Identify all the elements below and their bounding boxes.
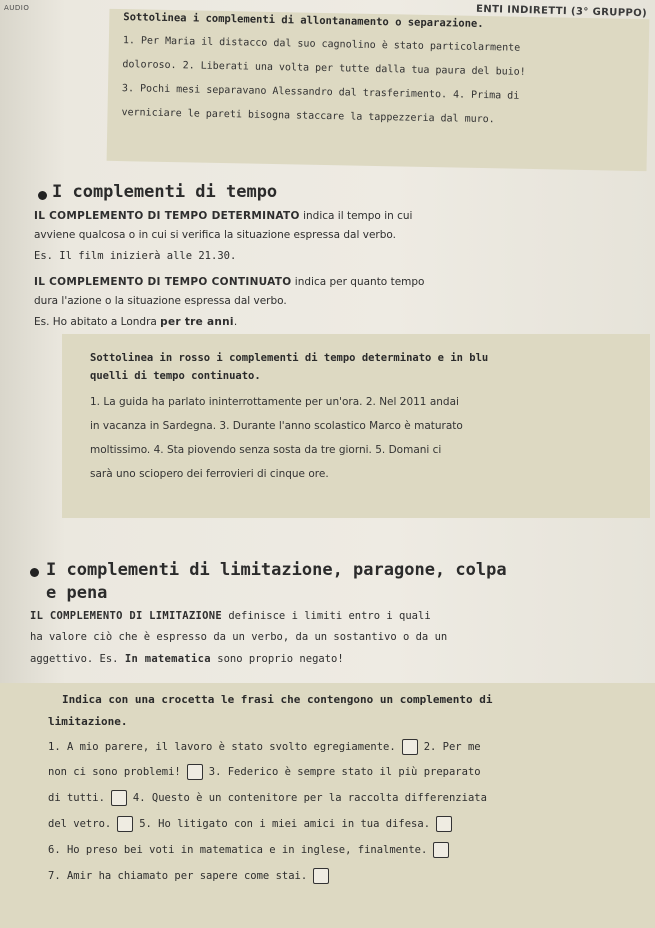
section-title-limitazione-cont: e pena bbox=[46, 583, 108, 603]
answer-checkbox[interactable] bbox=[436, 816, 452, 832]
exercise-line: moltissimo. 4. Sta piovendo senza sosta da tre giorni. 5. Domani ci bbox=[90, 444, 442, 456]
definition-limitazione: IL COMPLEMENTO DI LIMITAZIONE definisce i limiti entro i quali bbox=[30, 610, 431, 622]
definition-tempo-determinato: IL COMPLEMENTO DI TEMPO DETERMINATO indica il tempo in cui bbox=[34, 210, 413, 222]
definition-line: ha valore ciò che è espresso da un verbo, da un sostantivo o da un bbox=[30, 631, 448, 643]
answer-checkbox[interactable] bbox=[433, 842, 449, 858]
bullet-icon bbox=[38, 191, 47, 200]
page-header: ENTI INDIRETTI (3° GRUPPO) bbox=[475, 3, 648, 20]
example-text: Es. Ho abitato a Londra per tre anni. bbox=[34, 316, 238, 328]
exercise-line: del vetro. 5. Ho litigato con i miei amici in tua difesa. bbox=[48, 816, 458, 832]
exercise-line: doloroso. 2. Liberati una volta per tutte dalla tua paura del buio! bbox=[122, 59, 526, 78]
exercise-instruction: Sottolinea in rosso i complementi di tempo determinato e in blu bbox=[90, 352, 489, 364]
bullet-icon bbox=[30, 568, 39, 577]
definition-example: aggettivo. Es. In matematica sono proprio negato! bbox=[30, 653, 344, 665]
example-text: Es. Il film inizierà alle 21.30. bbox=[34, 250, 237, 262]
exercise-line: di tutti. 4. Questo è un contenitore per la raccolta differenziata bbox=[48, 792, 487, 804]
exercise-instruction: Sottolinea i complementi di allontanamento o separazione. bbox=[123, 11, 484, 31]
section-title-tempo: I complementi di tempo bbox=[52, 182, 278, 202]
exercise-limitazione-box bbox=[0, 683, 655, 928]
answer-checkbox[interactable] bbox=[117, 816, 133, 832]
exercise-line: verniciare le pareti bisogna staccare la tappezzeria dal muro. bbox=[121, 107, 495, 126]
exercise-line: sarà uno sciopero dei ferrovieri di cinque ore. bbox=[90, 468, 329, 480]
exercise-line: 3. Pochi mesi separavano Alessandro dal trasferimento. 4. Prima di bbox=[121, 83, 520, 102]
definition-tempo-continuato: IL COMPLEMENTO DI TEMPO CONTINUATO indica per quanto tempo bbox=[34, 276, 425, 288]
term-limitazione: IL COMPLEMENTO DI LIMITAZIONE bbox=[30, 610, 223, 622]
exercise-line: 1. A mio parere, il lavoro è stato svolto egregiamente. 2. Per me bbox=[48, 741, 481, 753]
audio-label: AUDIO bbox=[4, 4, 30, 12]
exercise-instruction: quelli di tempo continuato. bbox=[90, 370, 261, 382]
section-title-limitazione: I complementi di limitazione, paragone, colpa bbox=[46, 560, 507, 580]
definition-line: dura l'azione o la situazione espressa dal verbo. bbox=[34, 295, 287, 307]
answer-checkbox[interactable] bbox=[187, 764, 203, 780]
exercise-line: non ci sono problemi! 3. Federico è sempre stato il più preparato bbox=[48, 766, 481, 778]
answer-checkbox[interactable] bbox=[402, 739, 418, 755]
answer-checkbox[interactable] bbox=[313, 868, 329, 884]
exercise-tempo-box bbox=[62, 334, 650, 518]
exercise-line: 1. La guida ha parlato ininterrottamente per un'ora. 2. Nel 2011 andai bbox=[90, 396, 459, 408]
exercise-instruction: limitazione. bbox=[48, 715, 128, 728]
exercise-separazione-box bbox=[107, 9, 650, 171]
definition-line: avviene qualcosa o in cui si verifica la situazione espressa dal verbo. bbox=[34, 229, 396, 241]
exercise-line: 7. Amir ha chiamato per sapere come stai. bbox=[48, 868, 335, 884]
exercise-line: 1. Per Maria il distacco dal suo cagnolino è stato particolarmente bbox=[122, 35, 521, 54]
exercise-line: 6. Ho preso bei voti in matematica e in inglese, finalmente. bbox=[48, 842, 455, 858]
exercise-line: in vacanza in Sardegna. 3. Durante l'anno scolastico Marco è maturato bbox=[90, 420, 463, 432]
term-tempo-continuato: IL COMPLEMENTO DI TEMPO CONTINUATO bbox=[34, 276, 292, 288]
term-tempo-determinato: IL COMPLEMENTO DI TEMPO DETERMINATO bbox=[34, 210, 300, 222]
answer-checkbox[interactable] bbox=[111, 790, 127, 806]
exercise-instruction: Indica con una crocetta le frasi che contengono un complemento di bbox=[62, 693, 493, 706]
